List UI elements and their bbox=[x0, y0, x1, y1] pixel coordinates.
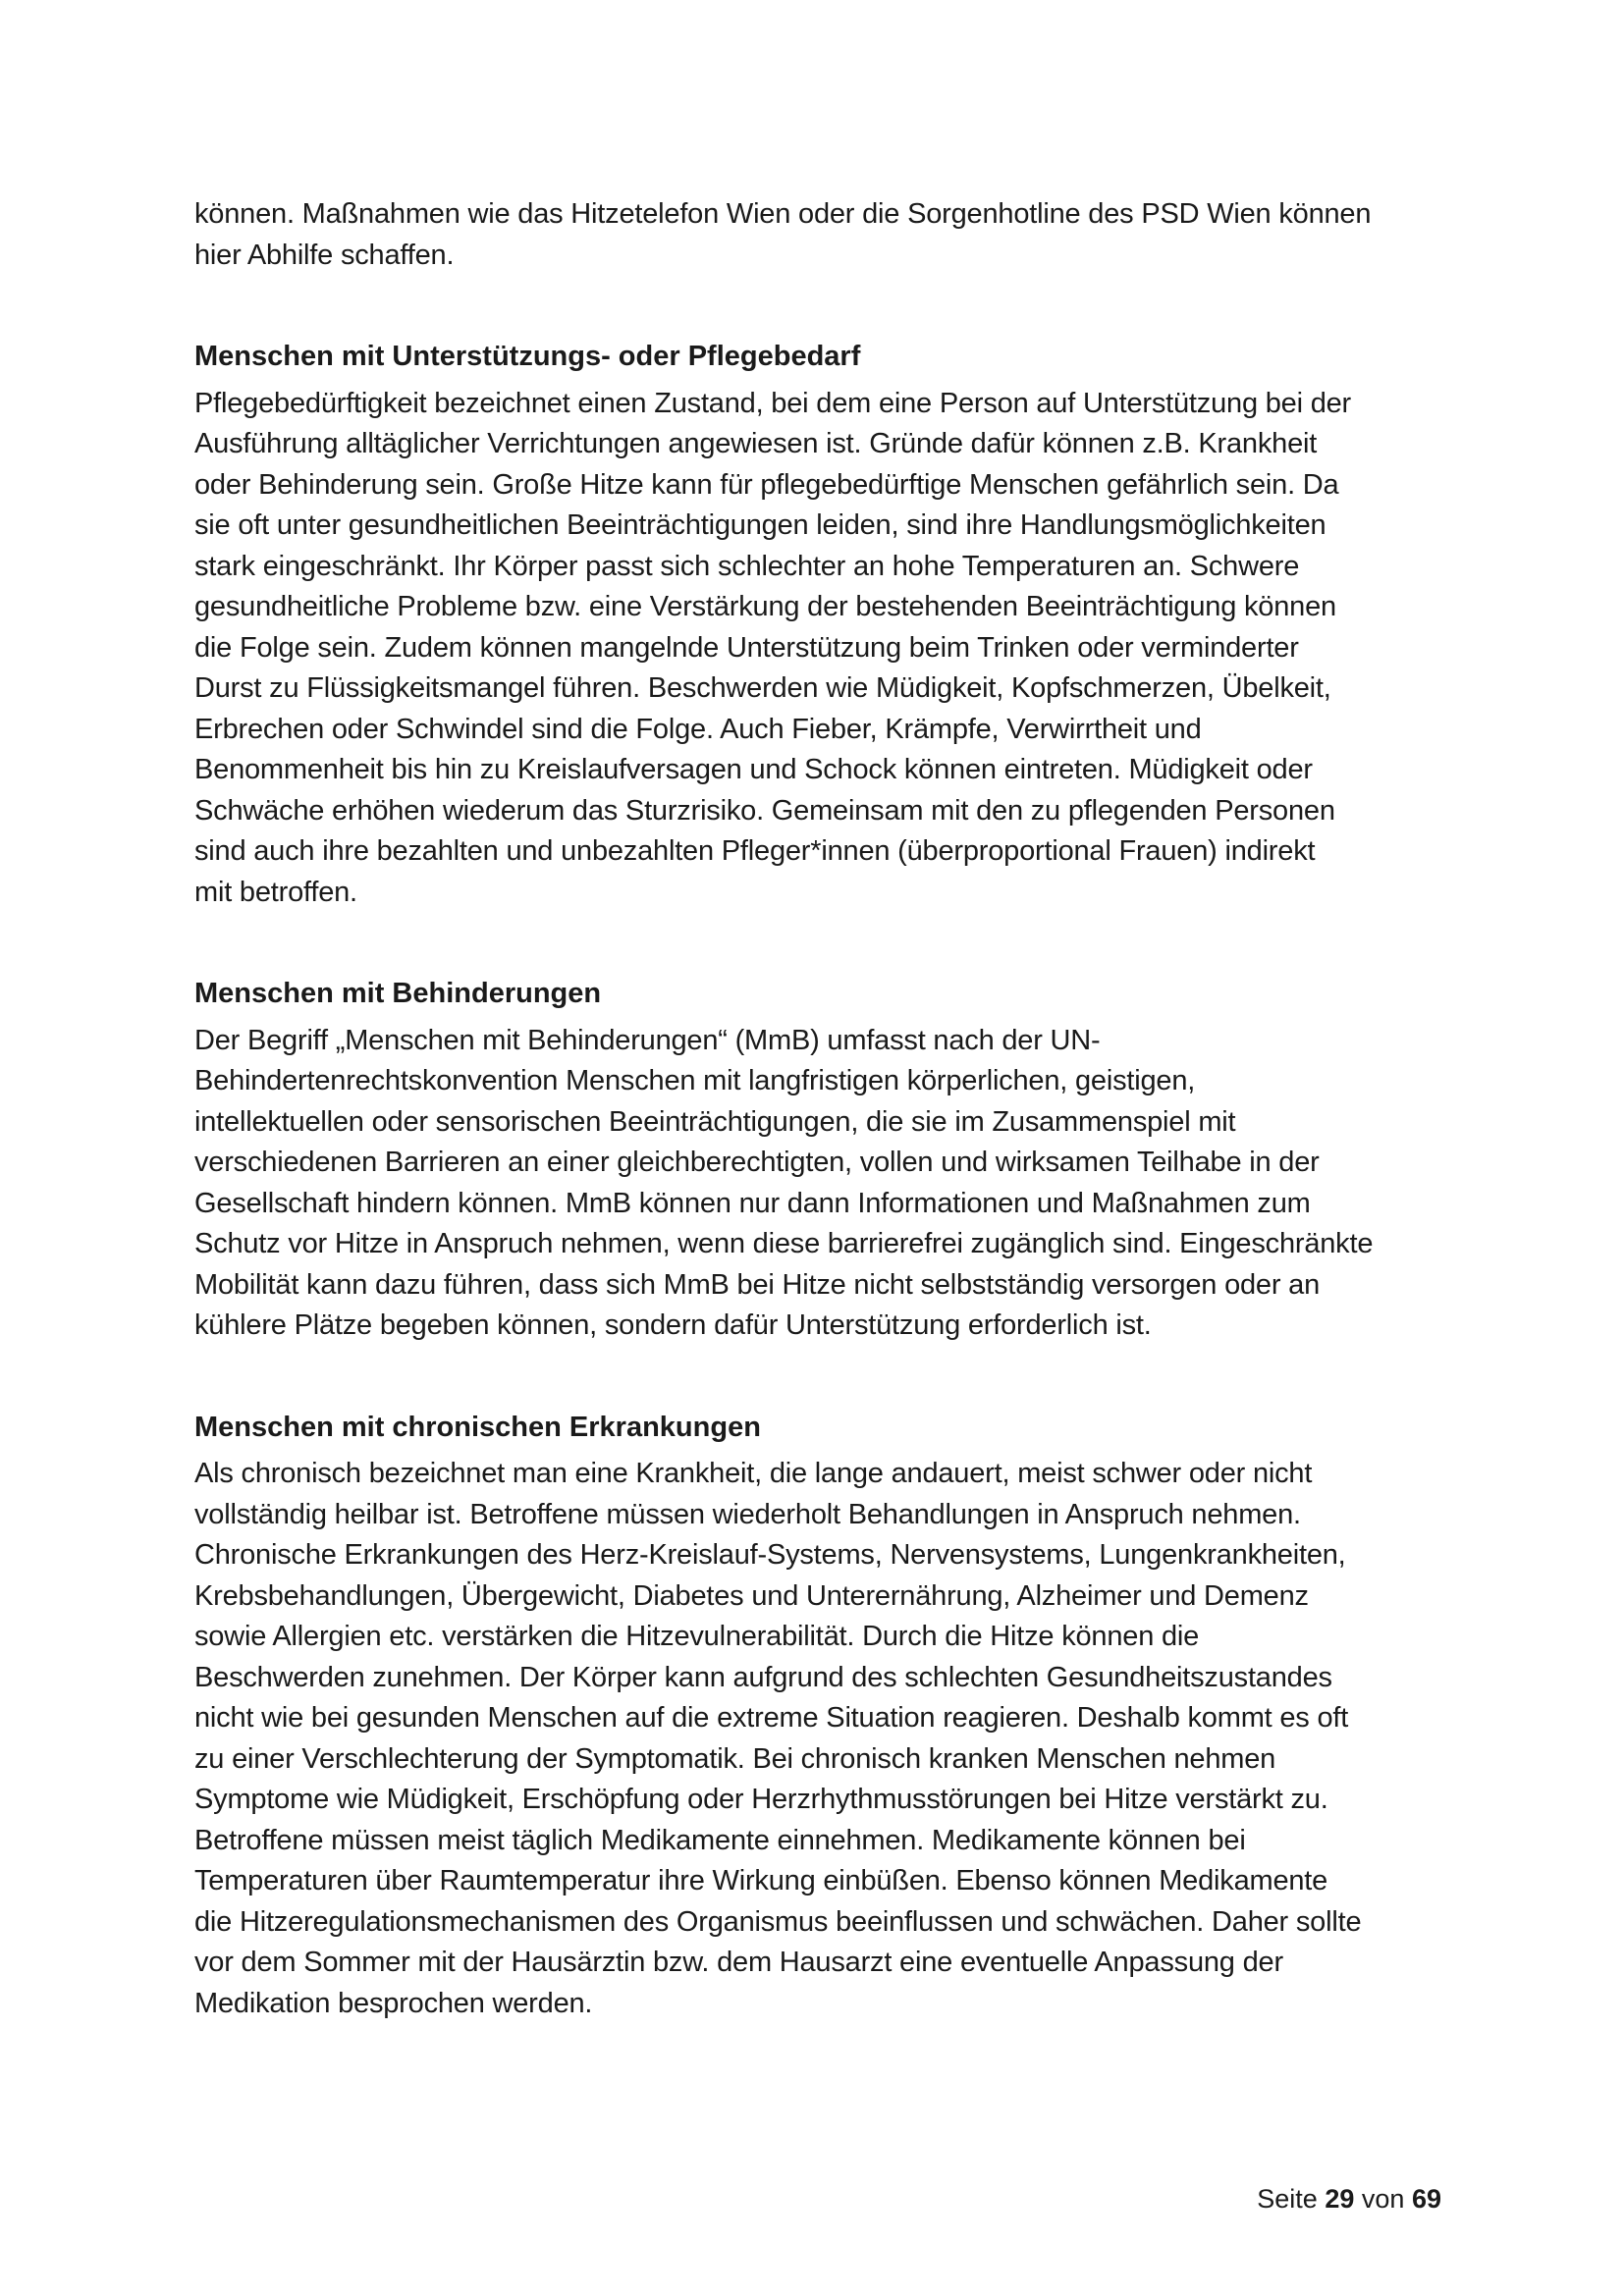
page-number-separator: von bbox=[1361, 2184, 1405, 2214]
page-number-current: 29 bbox=[1325, 2184, 1355, 2214]
document-page bbox=[194, 194, 1453, 2024]
section-heading: Menschen mit Unterstützungs- oder Pflegebedarf bbox=[194, 341, 861, 372]
page-number bbox=[1257, 2181, 1441, 2216]
page-number-prefix: Seite bbox=[1257, 2184, 1318, 2214]
section-paragraph: Als chronisch bezeichnet man eine Krankheit, die lange andauert, meist schwer oder nicht vollständig heilbar ist. Betroffene müssen wiederholt Behandlungen in Anspruch nehmen. Chronische Erkrankungen des Herz-Kreislauf-Systems, Nervensystems, Lungenkrankheiten, Krebsbehandlungen, Übergewicht, Diabetes und Unterernährung, Alzheimer und Demenz sowie Allergien etc. verstärken die Hitzevulnerabilität. Durch die Hitze können die Beschwerden zunehmen. Der Körper kann aufgrund des schlechten Gesundheitszustandes nicht wie bei gesunden Menschen auf die extreme Situation reagieren. Deshalb kommt es oft zu einer Verschlechterung der Symptomatik. Bei chronisch kranken Menschen nehmen Symptome wie Müdigkeit, Erschöpfung oder Herzrhythmusstörungen bei Hitze verstärkt zu. Betroffene müssen meist täglich Medikamente einnehmen. Medikamente können bei Temperaturen über Raumtemperatur ihre Wirkung einbüßen. Ebenso können Medikamente die Hitzeregulationsmechanismen des Organismus beeinflussen und schwächen. Daher sollte vor dem Sommer mit der Hausärztin bzw. dem Hausarzt eine eventuelle Anpassung der Medikation besprochen werden. bbox=[194, 1458, 1362, 2019]
page-number-total: 69 bbox=[1411, 2184, 1441, 2214]
section-pflegebedarf bbox=[194, 337, 1453, 913]
section-heading: Menschen mit chronischen Erkrankungen bbox=[194, 1411, 761, 1443]
section-paragraph: Der Begriff „Menschen mit Behinderungen“ (MmB) umfasst nach der UN- Behindertenrechtskonvention Menschen mit langfristigen körperlichen, geistigen, intellektuellen oder sensorischen Beeinträchtigungen, die sie im Zusammenspiel mit verschiedenen Barrieren an einer gleichberechtigten, vollen und wirksamen Teilhabe in der Gesellschaft hindern können. MmB können nur dann Informationen und Maßnahmen zum Schutz vor Hitze in Anspruch nehmen, wenn diese barrierefrei zugänglich sind. Eingeschränkte Mobilität kann dazu führen, dass sich MmB bei Hitze nicht selbstständig versorgen oder an kühlere Plätze begeben können, sondern dafür Unterstützung erforderlich ist. bbox=[194, 1024, 1374, 1341]
intro-paragraph: können. Maßnahmen wie das Hitzetelefon Wien oder die Sorgenhotline des PSD Wien können hier Abhilfe schaffen. bbox=[194, 198, 1372, 271]
section-paragraph: Pflegebedürftigkeit bezeichnet einen Zustand, bei dem eine Person auf Unterstützung bei der Ausführung alltäglicher Verrichtungen angewiesen ist. Gründe dafür können z.B. Krankheit oder Behinderung sein. Große Hitze kann für pflegebedürftige Menschen gefährlich sein. Da sie oft unter gesundheitlichen Beeinträchtigungen leiden, sind ihre Handlungsmöglichkeiten stark eingeschränkt. Ihr Körper passt sich schlechter an hohe Temperaturen an. Schwere gesundheitliche Probleme bzw. eine Verstärkung der bestehenden Beeinträchtigung können die Folge sein. Zudem können mangelnde Unterstützung beim Trinken oder verminderter Durst zu Flüssigkeitsmangel führen. Beschwerden wie Müdigkeit, Kopfschmerzen, Übelkeit, Erbrechen oder Schwindel sind die Folge. Auch Fieber, Krämpfe, Verwirrtheit und Benommenheit bis hin zu Kreislaufversagen und Schock können eintreten. Müdigkeit oder Schwäche erhöhen wiederum das Sturzrisiko. Gemeinsam mit den zu pflegenden Personen sind auch ihre bezahlten und unbezahlten Pfleger*innen (überproportional Frauen) indirekt mit betroffen. bbox=[194, 387, 1352, 908]
section-chronische-erkrankungen bbox=[194, 1408, 1453, 2025]
section-behinderungen bbox=[194, 974, 1453, 1347]
section-heading: Menschen mit Behinderungen bbox=[194, 978, 602, 1009]
